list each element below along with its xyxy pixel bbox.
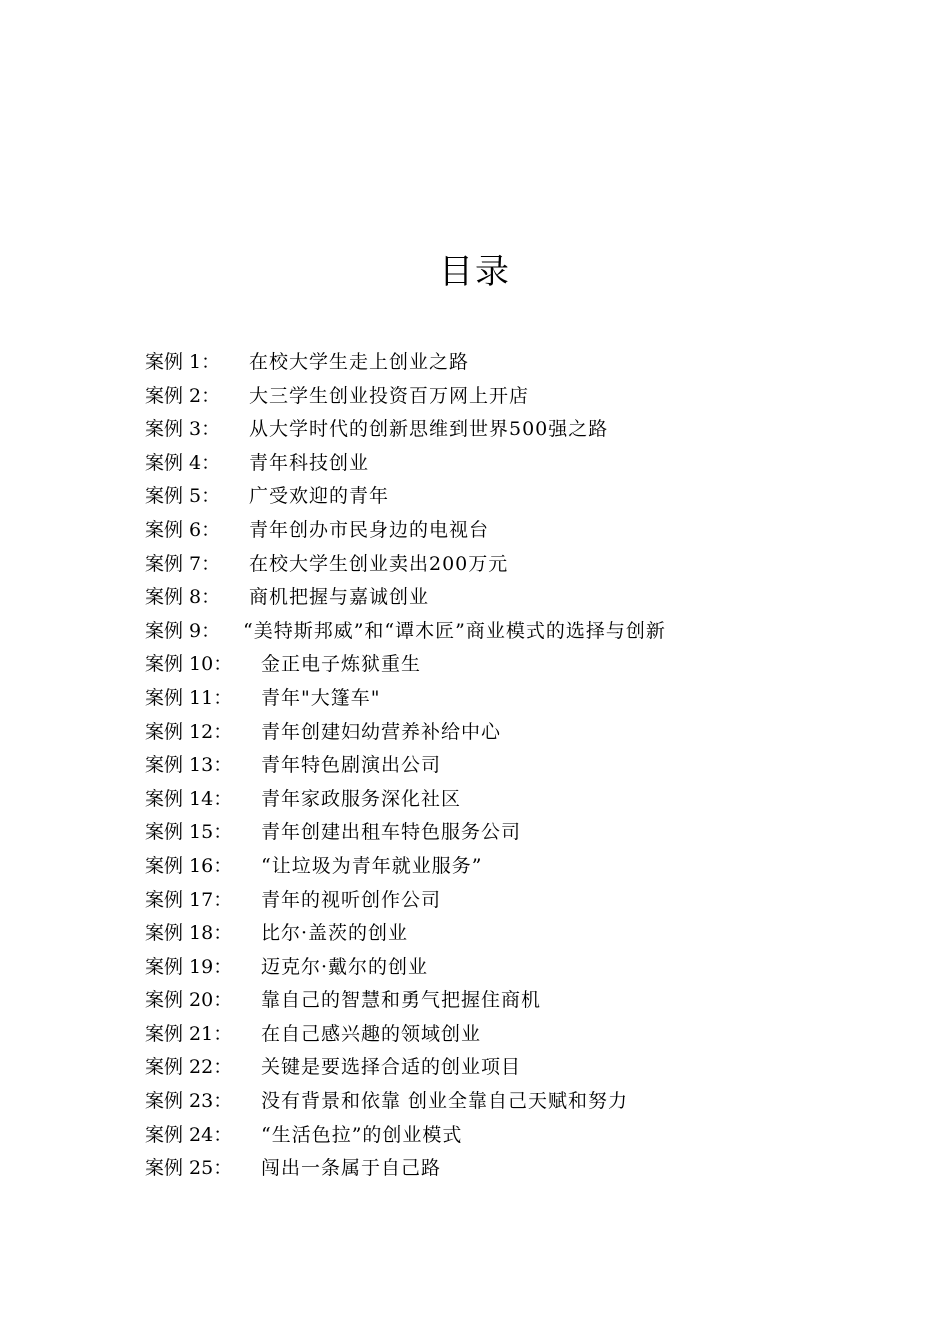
toc-entry-title: 青年创办市民身边的电视台 — [249, 518, 490, 541]
toc-entry-label: 案例 3： — [145, 418, 221, 441]
toc-entry-label: 案例 11： — [145, 686, 233, 709]
toc-entry-title: “让垃圾为青年就业服务” — [261, 854, 483, 877]
toc-entry — [145, 346, 845, 380]
toc-entry-label: 案例 5： — [145, 485, 221, 508]
toc-entry-title: “生活色拉”的创业模式 — [261, 1123, 463, 1146]
toc-entry — [145, 615, 845, 649]
toc-entry-title: 靠自己的智慧和勇气把握住商机 — [261, 989, 542, 1012]
table-of-contents — [145, 346, 845, 1186]
toc-entry-label: 案例 20： — [145, 989, 233, 1012]
toc-entry — [145, 1085, 845, 1119]
toc-entry-title: 青年"大篷车" — [261, 686, 381, 709]
toc-entry-label: 案例 19： — [145, 955, 233, 978]
toc-entry-label: 案例 10： — [145, 653, 233, 676]
toc-entry-title: 商机把握与嘉诚创业 — [249, 586, 430, 609]
toc-entry — [145, 917, 845, 951]
toc-entry-label: 案例 6： — [145, 518, 221, 541]
toc-entry — [145, 480, 845, 514]
toc-entry — [145, 816, 845, 850]
page-title: 目录 — [439, 252, 511, 292]
toc-entry — [145, 951, 845, 985]
toc-entry — [145, 447, 845, 481]
toc-entry-title: 广受欢迎的青年 — [249, 485, 390, 508]
toc-entry — [145, 682, 845, 716]
toc-entry — [145, 984, 845, 1018]
toc-entry-label: 案例 17： — [145, 888, 233, 911]
toc-entry-label: 案例 21： — [145, 1022, 233, 1045]
toc-entry-title: 青年特色剧演出公司 — [261, 754, 442, 777]
toc-entry-title: 在校大学生创业卖出200万元 — [249, 552, 509, 575]
toc-entry — [145, 1119, 845, 1153]
toc-entry-label: 案例 7： — [145, 552, 221, 575]
toc-entry-title: 在校大学生走上创业之路 — [249, 351, 470, 373]
toc-entry-title: 比尔·盖茨的创业 — [261, 922, 409, 945]
toc-entry-title: 青年科技创业 — [249, 451, 370, 474]
toc-entry — [145, 548, 845, 582]
toc-entry-label: 案例 24： — [145, 1123, 233, 1146]
toc-entry-title: 没有背景和依靠 创业全靠自己天赋和努力 — [261, 1090, 629, 1113]
toc-entry-label: 案例 9： — [145, 619, 221, 642]
toc-entry — [145, 1051, 845, 1085]
toc-entry-title: 青年家政服务深化社区 — [261, 787, 462, 810]
toc-entry — [145, 648, 845, 682]
toc-entry — [145, 413, 845, 447]
toc-entry-title: “美特斯邦威”和“谭木匠”商业模式的选择与创新 — [243, 619, 666, 642]
toc-entry-title: 在自己感兴趣的领域创业 — [261, 1022, 482, 1045]
toc-entry-label: 案例 25： — [145, 1157, 233, 1180]
toc-entry-title: 青年的视听创作公司 — [261, 888, 442, 911]
toc-entry — [145, 1152, 845, 1186]
toc-entry-label: 案例 22： — [145, 1056, 233, 1079]
toc-entry — [145, 716, 845, 750]
toc-entry — [145, 749, 845, 783]
toc-entry-label: 案例 1： — [145, 351, 221, 373]
toc-entry-title: 从大学时代的创新思维到世界500强之路 — [249, 418, 609, 441]
toc-entry-label: 案例 14： — [145, 787, 233, 810]
toc-entry-label: 案例 12： — [145, 720, 233, 743]
toc-entry-title: 金正电子炼狱重生 — [261, 653, 422, 676]
toc-entry — [145, 1018, 845, 1052]
toc-entry-label: 案例 13： — [145, 754, 233, 777]
toc-entry — [145, 850, 845, 884]
toc-entry-title: 关键是要选择合适的创业项目 — [261, 1056, 522, 1079]
toc-entry-label: 案例 16： — [145, 854, 233, 877]
toc-entry-label: 案例 8： — [145, 586, 221, 609]
toc-entry-title: 青年创建妇幼营养补给中心 — [261, 720, 502, 743]
toc-entry-label: 案例 18： — [145, 922, 233, 945]
toc-entry-title: 闯出一条属于自己路 — [261, 1157, 442, 1180]
toc-entry — [145, 380, 845, 414]
toc-entry-label: 案例 15： — [145, 821, 233, 844]
toc-entry — [145, 581, 845, 615]
toc-entry-title: 迈克尔·戴尔的创业 — [261, 955, 429, 978]
toc-entry-label: 案例 23： — [145, 1090, 233, 1113]
toc-entry-title: 青年创建出租车特色服务公司 — [261, 821, 522, 844]
toc-entry-label: 案例 2： — [145, 384, 221, 407]
toc-entry — [145, 783, 845, 817]
toc-entry-title: 大三学生创业投资百万网上开店 — [249, 384, 530, 407]
toc-entry-label: 案例 4： — [145, 451, 221, 474]
toc-entry — [145, 884, 845, 918]
toc-entry — [145, 514, 845, 548]
